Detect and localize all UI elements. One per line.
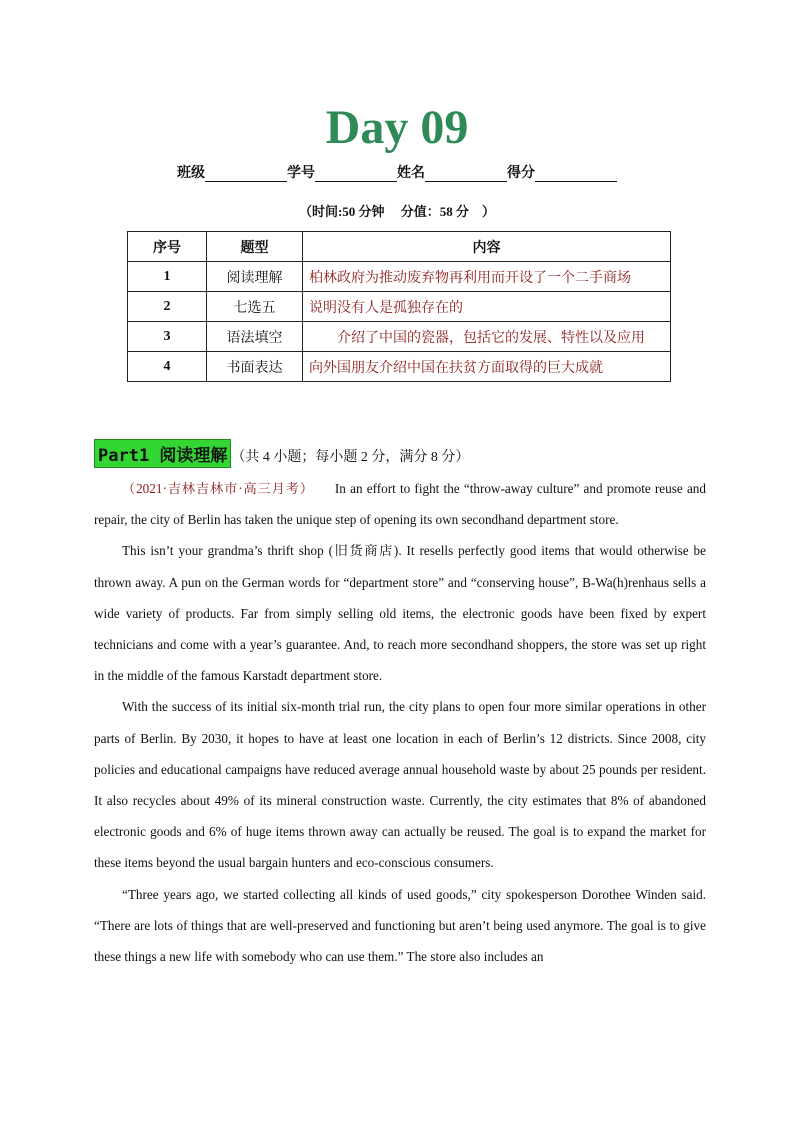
table-row	[128, 292, 671, 322]
header-content: 内容	[303, 232, 671, 262]
row-num: 1	[128, 262, 207, 292]
class-blank[interactable]	[205, 167, 287, 182]
table-row	[128, 262, 671, 292]
header-num: 序号	[128, 232, 207, 262]
paragraph-1-text: In an effort to fight the “throw-away culture” and promote reuse and repair, the city of Berlin has taken the unique step of opening its own secondhand department store.	[94, 481, 706, 528]
part1-note: （共 4 小题；每小题 2 分，满分 8 分）	[231, 450, 470, 465]
row-type: 阅读理解	[207, 262, 303, 292]
row-type: 语法填空	[207, 322, 303, 352]
row-content: 说明没有人是孤独存在的	[303, 292, 671, 322]
time-score-info: （时间:50 分钟 分值：58 分 ）	[298, 204, 496, 219]
name-blank[interactable]	[425, 167, 507, 182]
table-row	[128, 352, 671, 382]
row-content: 向外国朋友介绍中国在扶贫方面取得的巨大成就	[303, 352, 671, 382]
student-id-label: 学号	[287, 166, 315, 181]
score-blank[interactable]	[535, 167, 617, 182]
row-type: 七选五	[207, 292, 303, 322]
student-info-line	[0, 162, 794, 182]
table-row	[128, 322, 671, 352]
reading-passage	[94, 473, 706, 972]
row-num: 3	[128, 322, 207, 352]
passage-paragraph: “Three years ago, we started collecting all kinds of used goods,” city spokesperson Dorothee Winden said. “There are lots of things that are well-preserved and functioning but aren’t being used anymore. The goal is to give these things a new life with somebody who can use them.” The store also includes an	[94, 886, 706, 965]
student-id-blank[interactable]	[315, 167, 397, 182]
passage-paragraph: This isn’t your grandma’s thrift shop (旧货商店). It resells perfectly good items that would otherwise be thrown away. A pun on the German words for “department store” and “conserving house”, B-Wa(h)renhaus sells a wide variety of products. Far from simply selling old items, the electronic goods have been fixed by expert technicians and come with a year’s guarantee. And, to reach more secondhand shoppers, the store was set up right in the middle of the famous Karstadt department store.	[94, 543, 706, 684]
row-content: 柏林政府为推动废弃物再利用而开设了一个二手商场	[303, 262, 671, 292]
contents-table	[127, 231, 671, 382]
table-header-row	[128, 232, 671, 262]
page-title: Day 09	[325, 101, 469, 154]
row-num: 2	[128, 292, 207, 322]
row-content: 介绍了中国的瓷器，包括它的发展、特性以及应用	[303, 322, 671, 352]
passage-source: （2021·吉林吉林市·高三月考）	[122, 481, 314, 496]
score-label: 得分	[507, 166, 535, 181]
row-type: 书面表达	[207, 352, 303, 382]
name-label: 姓名	[397, 166, 425, 181]
part1-heading	[94, 439, 469, 468]
passage-paragraph	[94, 473, 706, 535]
part1-tag: Part1 阅读理解	[94, 439, 231, 468]
class-label: 班级	[177, 166, 205, 181]
header-type: 题型	[207, 232, 303, 262]
row-num: 4	[128, 352, 207, 382]
passage-paragraph: With the success of its initial six-month trial run, the city plans to open four more similar operations in other parts of Berlin. By 2030, it hopes to have at least one location in each of Berlin’s 12 districts. Since 2008, city policies and educational campaigns have reduced average annual household waste by about 25 pounds per resident. It also recycles about 49% of its mineral construction waste. Currently, the city estimates that 8% of abandoned electronic goods and 6% of huge items thrown away can actually be reused. The goal is to expand the market for these items beyond the usual bargain hunters and eco-conscious consumers.	[94, 699, 706, 871]
